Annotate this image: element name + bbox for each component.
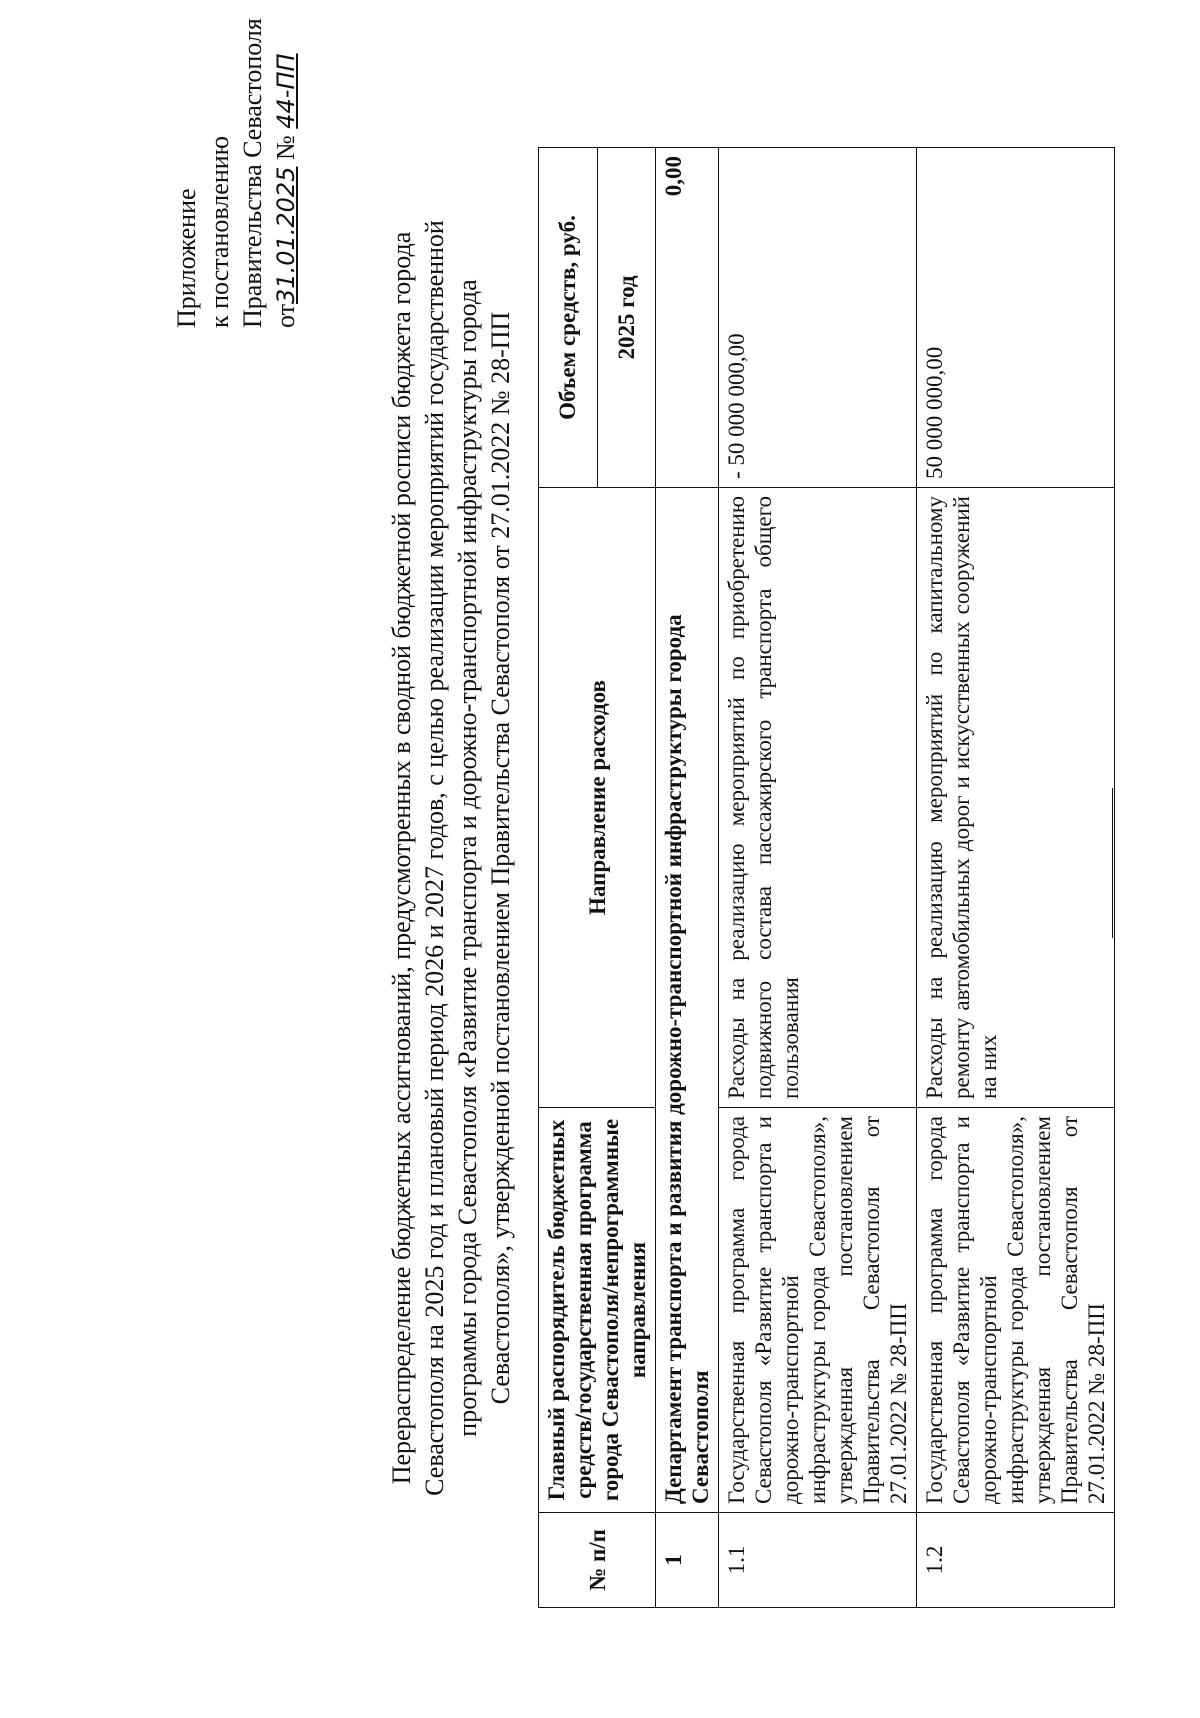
appendix-line: к постановлению xyxy=(205,135,234,328)
row-num: 1.2 xyxy=(917,1513,1115,1608)
appendix-line: Приложение xyxy=(172,188,201,328)
header-volume: Объем средств, руб. xyxy=(539,148,598,488)
document-title: Перераспределение бюджетных ассигнований, предусмотренных в сводной бюджетной росписи бюджета города Севастополя на 2025 год и плановый период 2026 и 2027 годов, с целью реализации мероприятий государственной программы города Севастополя «Развитие транспорта и дорожно-транспортной инфраструктуры города Севастополя», утвержденной постановлением Правительства Севастополя от 27.01.2022 № 28-ПП xyxy=(387,220,515,1496)
number-label: № xyxy=(271,135,300,161)
row-value: - 50 000 000,00 xyxy=(719,148,917,488)
row-direction: Расходы на реализацию мероприятий по капитальному ремонту автомобильных дорог и искусственных сооружений на них xyxy=(917,488,1115,1108)
row-direction: Расходы на реализацию мероприятий по приобретению подвижного состава пассажирского транспорта общего пользования xyxy=(719,488,917,1108)
header-direction: Направление расходов xyxy=(539,488,656,1108)
row-manager: Государственная программа города Севастополя «Развитие транспорта и дорожно-транспортной инфраструктуры города Севастополя», утвержденная постановлением Правительства Севастополя от 27.01.2022 № 28-ПП xyxy=(719,1108,917,1513)
section-value: 0,00 xyxy=(656,148,719,488)
table-row xyxy=(719,148,917,1608)
header-manager: Главный распорядитель бюджетных средств/государственная программа города Севастополя/непрограммные направления xyxy=(539,1108,656,1513)
handwritten-date: 31.01.2025 xyxy=(272,166,300,304)
divider-line xyxy=(1112,788,1113,938)
section-num: 1 xyxy=(656,1513,719,1608)
appendix-date-line xyxy=(269,0,303,328)
appendix-block xyxy=(170,0,303,328)
row-manager: Государственная программа города Севастополя «Развитие транспорта и дорожно-транспортной инфраструктуры города Севастополя», утвержденная постановлением Правительства Севастополя от 27.01.2022 № 28-ПП xyxy=(917,1108,1115,1513)
table-row xyxy=(917,148,1115,1608)
handwritten-number: 44-ПП xyxy=(272,53,300,129)
row-value: 50 000 000,00 xyxy=(917,148,1115,488)
appendix-line: Правительства Севастополя xyxy=(238,18,267,328)
table-section-row xyxy=(656,148,719,1608)
table-header-row xyxy=(539,148,598,1608)
header-year: 2025 год xyxy=(597,148,656,488)
row-num: 1.1 xyxy=(719,1513,917,1608)
date-prefix: от xyxy=(271,303,300,328)
header-num: № п/п xyxy=(539,1513,656,1608)
section-name: Департамент транспорта и развития дорожно-транспортной инфраструктуры города Севастополя xyxy=(656,488,719,1513)
allocation-table xyxy=(538,147,1115,1608)
